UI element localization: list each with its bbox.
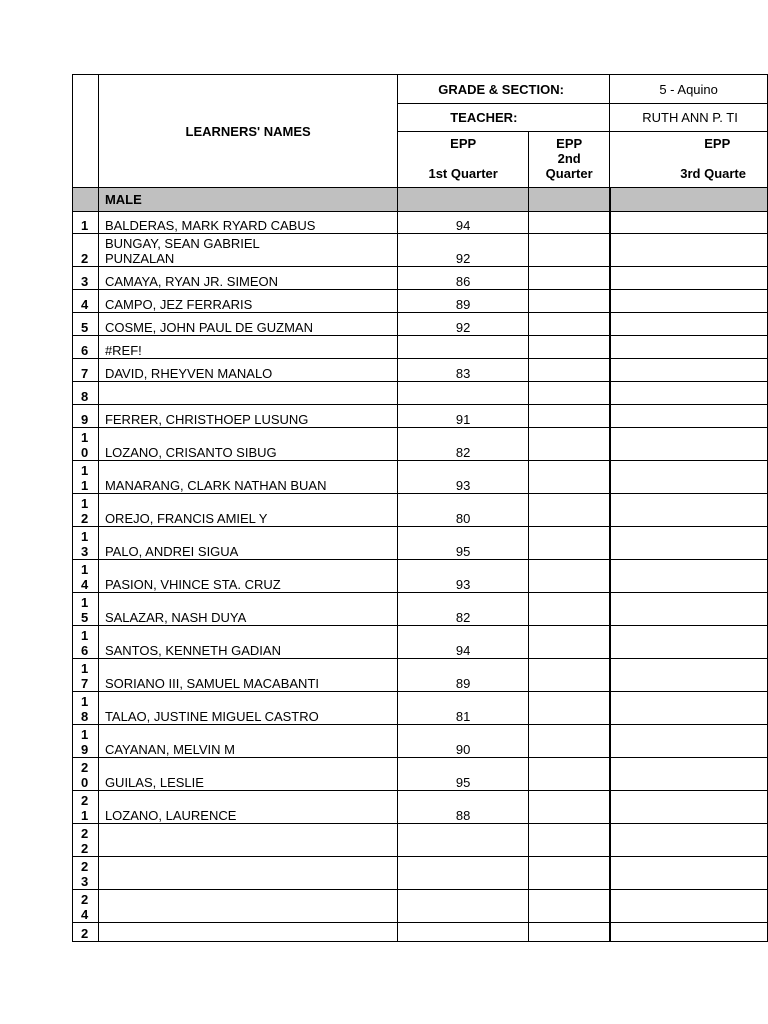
q2-grade [529,725,610,758]
row-number [73,267,99,290]
q1-quarter: 1st Quarter [428,166,498,181]
learner-name: OREJO, FRANCIS AMIEL Y [104,511,268,526]
row-number [73,659,99,692]
table-row [73,267,768,290]
q3-grade [610,267,768,290]
row-number [73,359,99,382]
learner-name: COSME, JOHN PAUL DE GUZMAN [104,320,313,335]
table-row [73,692,768,725]
q2-grade [529,560,610,593]
q1-grade: 90 [398,725,529,758]
row-number [73,692,99,725]
row-number-bottom: 4 [81,577,89,592]
table-row [73,405,768,428]
teacher-label: TEACHER: [398,104,610,132]
corner-cell [73,75,99,188]
learner-name-cell [98,313,397,336]
row-number [73,560,99,593]
q3-grade [610,359,768,382]
row-number [73,791,99,824]
q1-grade [398,857,529,890]
table-row [73,659,768,692]
learner-name: DAVID, RHEYVEN MANALO [104,366,273,381]
row-number [73,494,99,527]
row-number [73,626,99,659]
male-num-cell [73,188,99,212]
table-row [73,359,768,382]
q3-grade [610,560,768,593]
table-row [73,527,768,560]
q2-grade [529,758,610,791]
learner-name-line1: BUNGAY, SEAN GABRIEL [104,236,260,251]
q2-grade [529,890,610,923]
row-number-top: 1 [81,562,89,577]
row-number-top: 1 [81,694,89,709]
row-number-top: 1 [81,430,89,445]
q3-header [610,132,768,188]
row-number [73,212,99,234]
row-number-bottom: 2 [81,926,89,941]
row-number-top: 2 [81,760,89,775]
q2-grade [529,593,610,626]
row-number-bottom: 1 [81,808,89,823]
q3-grade [610,336,768,359]
row-number-top: 2 [81,892,89,907]
q1-header [398,132,529,188]
learner-name: SANTOS, KENNETH GADIAN [104,643,281,658]
q2-grade [529,659,610,692]
table-row [73,725,768,758]
learner-name: BALDERAS, MARK RYARD CABUS [104,218,316,233]
table-row [73,428,768,461]
learner-name: TALAO, JUSTINE MIGUEL CASTRO [104,709,319,724]
q1-grade: 89 [398,659,529,692]
q3-grade [610,382,768,405]
q1-grade: 95 [398,758,529,791]
learner-name-cell [98,234,397,267]
q1-grade: 91 [398,405,529,428]
q1-grade: 94 [398,626,529,659]
q3-grade [610,234,768,267]
row-number [73,857,99,890]
learner-name-cell [98,382,397,405]
learner-name: GUILAS, LESLIE [104,775,204,790]
q1-grade: 82 [398,428,529,461]
row-number [73,234,99,267]
q2-grade [529,336,610,359]
q3-grade [610,461,768,494]
q2-grade [529,857,610,890]
learner-name: SALAZAR, NASH DUYA [104,610,247,625]
q1-grade: 92 [398,313,529,336]
learner-name-cell [98,923,397,942]
row-number-top: 1 [81,595,89,610]
table-row [73,290,768,313]
row-number-top: 2 [81,859,89,874]
table-row [73,593,768,626]
table-row [73,626,768,659]
row-number-bottom: 3 [81,874,89,889]
q3-grade [610,626,768,659]
grade-sheet-table [72,74,768,942]
q3-grade [610,527,768,560]
row-number [73,923,99,942]
table-row [73,758,768,791]
q1-grade: 92 [398,234,529,267]
q1-grade: 95 [398,527,529,560]
row-number-bottom: 6 [81,643,89,658]
q1-grade: 83 [398,359,529,382]
row-number [73,290,99,313]
row-number-bottom: 9 [81,412,89,427]
q2-grade [529,428,610,461]
learner-name-cell [98,659,397,692]
q1-grade: 94 [398,212,529,234]
table-row [73,560,768,593]
learner-name: PALO, ANDREI SIGUA [104,544,239,559]
q3-grade [610,593,768,626]
learner-name-cell [98,494,397,527]
learner-name: PUNZALAN [104,251,175,266]
learner-name-cell [98,405,397,428]
q2-grade [529,527,610,560]
table-row [73,313,768,336]
q2-grade [529,923,610,942]
q2-grade [529,382,610,405]
q1-subject: EPP [450,136,477,151]
learner-name: CAYANAN, MELVIN M [104,742,235,757]
male-label: MALE [98,188,397,212]
row-number [73,824,99,857]
row-number-top: 2 [81,826,89,841]
q3-grade [610,494,768,527]
row-number-bottom: 6 [81,343,89,358]
row-number [73,461,99,494]
q1-grade: 89 [398,290,529,313]
row-number-top: 2 [81,793,89,808]
q1-grade: 88 [398,791,529,824]
q2-grade [529,494,610,527]
learner-name-cell [98,626,397,659]
row-number-bottom: 4 [81,297,89,312]
q2-grade [529,267,610,290]
q3-grade [610,725,768,758]
learner-name-cell [98,791,397,824]
q1-grade: 81 [398,692,529,725]
q1-grade [398,336,529,359]
q1-grade [398,824,529,857]
row-number [73,382,99,405]
q1-grade [398,923,529,942]
q2-grade [529,405,610,428]
row-number [73,593,99,626]
q2-grade [529,824,610,857]
table-row [73,890,768,923]
row-number-bottom: 9 [81,742,89,757]
q3-quarter: 3rd Quarte [680,166,746,181]
learner-name: SORIANO III, SAMUEL MACABANTI [104,676,319,691]
row-number [73,890,99,923]
male-q1-cell [398,188,529,212]
table-row [73,382,768,405]
q3-grade [610,791,768,824]
row-number-top: 1 [81,661,89,676]
table-row [73,857,768,890]
q2-grade [529,461,610,494]
learner-name-cell [98,359,397,382]
male-q3-cell [610,188,768,212]
q3-grade [610,405,768,428]
row-number [73,758,99,791]
q2-grade [529,313,610,336]
row-number [73,313,99,336]
q1-grade [398,890,529,923]
row-number-top: 1 [81,628,89,643]
learner-name-cell [98,890,397,923]
learner-name-cell [98,461,397,494]
q3-grade [610,890,768,923]
teacher-value: RUTH ANN P. TI [610,104,768,132]
learner-name-cell [98,593,397,626]
row-number-bottom: 5 [81,320,89,335]
row-number-bottom: 1 [81,218,89,233]
row-number [73,428,99,461]
row-number-bottom: 2 [81,511,89,526]
row-number-bottom: 3 [81,274,89,289]
q2-header [529,132,610,188]
grade-section-value: 5 - Aquino [610,75,768,104]
q1-grade: 93 [398,461,529,494]
table-row [73,824,768,857]
row-number [73,336,99,359]
learner-name-cell [98,692,397,725]
q2-grade [529,359,610,382]
learner-name-cell [98,267,397,290]
row-number-top: 1 [81,463,89,478]
table-row [73,494,768,527]
row-number-bottom: 1 [81,478,89,493]
row-number-bottom: 7 [81,676,89,691]
learner-name: PASION, VHINCE STA. CRUZ [104,577,281,592]
q3-grade [610,923,768,942]
learner-name: CAMAYA, RYAN JR. SIMEON [104,274,279,289]
learner-name-cell [98,527,397,560]
row-number-bottom: 2 [81,251,89,266]
learner-name-cell [98,725,397,758]
learner-name: LOZANO, CRISANTO SIBUG [104,445,277,460]
table-row [73,461,768,494]
row-number-top: 1 [81,727,89,742]
learner-name-cell [98,212,397,234]
q1-grade: 86 [398,267,529,290]
learner-name-cell [98,290,397,313]
row-number-bottom: 0 [81,445,89,460]
learner-name-cell [98,336,397,359]
table-row [73,212,768,234]
table-row [73,923,768,942]
q3-grade [610,212,768,234]
row-number-bottom: 3 [81,544,89,559]
learner-name-cell [98,758,397,791]
row-number-bottom: 4 [81,907,89,922]
row-number-bottom: 5 [81,610,89,625]
row-number-bottom: 0 [81,775,89,790]
row-number [73,527,99,560]
q2-quarter-line1: 2nd [557,151,581,166]
learner-name: MANARANG, CLARK NATHAN BUAN [104,478,327,493]
learner-name: CAMPO, JEZ FERRARIS [104,297,253,312]
q3-grade [610,758,768,791]
q3-grade [610,290,768,313]
table-row [73,234,768,267]
q2-grade [529,234,610,267]
q3-grade [610,692,768,725]
row-number [73,725,99,758]
learner-name-cell [98,857,397,890]
row-number-top: 1 [81,496,89,511]
row-number-bottom: 2 [81,841,89,856]
table-row [73,791,768,824]
learner-name-cell [98,824,397,857]
q2-grade [529,791,610,824]
row-number-bottom: 8 [81,389,89,404]
q3-grade [610,428,768,461]
learner-name: LOZANO, LAURENCE [104,808,237,823]
male-q2-cell [529,188,610,212]
q3-grade [610,824,768,857]
row-number [73,405,99,428]
q1-grade: 80 [398,494,529,527]
q2-quarter-line2: Quarter [545,166,593,181]
q1-grade: 93 [398,560,529,593]
row-number-bottom: 8 [81,709,89,724]
learner-name-cell [98,428,397,461]
q2-grade [529,290,610,313]
q3-subject: EPP [704,136,731,151]
learner-name-cell [98,560,397,593]
learners-names-header: LEARNERS' NAMES [98,75,397,188]
q1-grade: 82 [398,593,529,626]
q2-grade [529,692,610,725]
q3-grade [610,313,768,336]
learner-name: FERRER, CHRISTHOEP LUSUNG [104,412,309,427]
q3-grade [610,659,768,692]
q2-grade [529,212,610,234]
row-number-top: 1 [81,529,89,544]
table-row [73,336,768,359]
learner-name: #REF! [104,343,142,358]
q1-grade [398,382,529,405]
row-number-bottom: 7 [81,366,89,381]
q3-grade [610,857,768,890]
grade-section-label: GRADE & SECTION: [398,75,610,104]
q2-subject: EPP [556,136,583,151]
q2-grade [529,626,610,659]
